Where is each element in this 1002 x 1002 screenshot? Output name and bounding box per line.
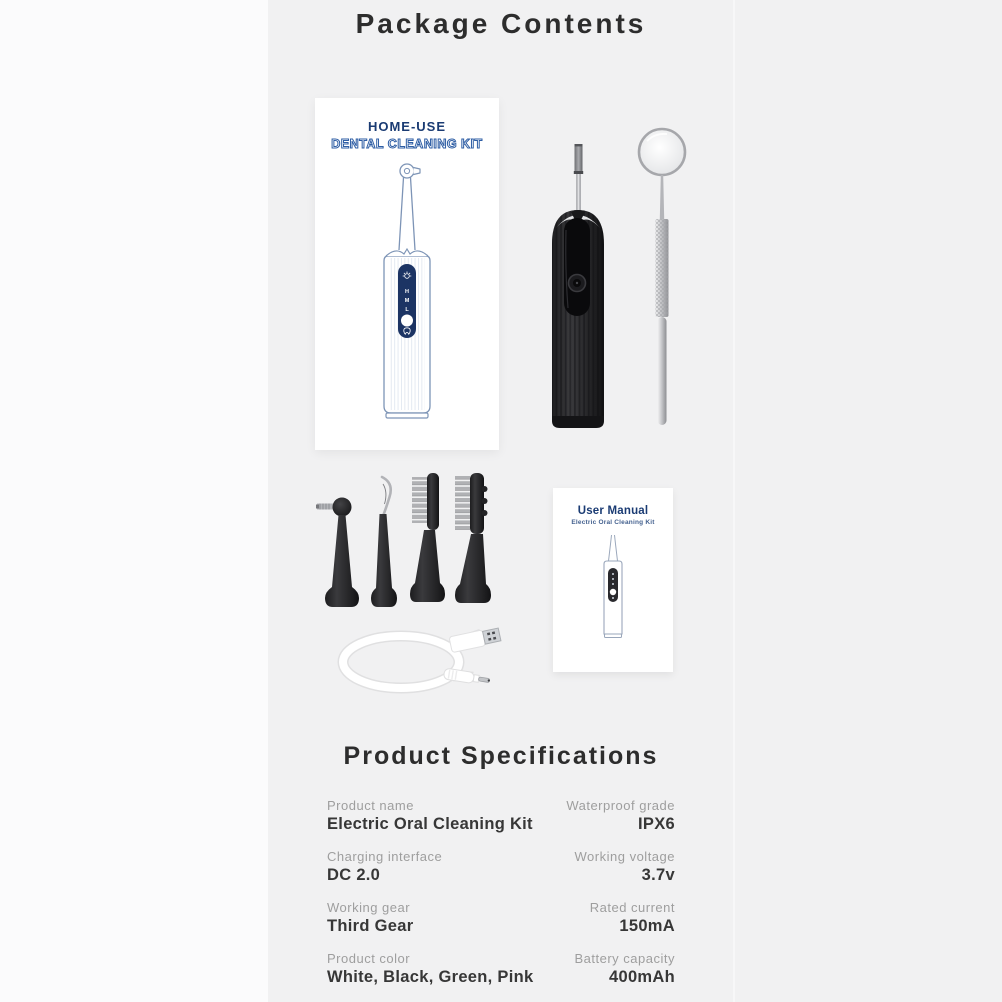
gear-letter-h: H <box>405 289 409 295</box>
spec-label: Rated current <box>589 900 675 915</box>
spec-value: 150mA <box>619 917 675 935</box>
manual-device-illustration-icon <box>596 534 630 646</box>
spec-value: DC 2.0 <box>327 866 381 884</box>
usb-charging-cable <box>333 616 505 694</box>
spec-label: Charging interface <box>327 849 443 864</box>
left-margin-strip <box>0 0 268 1002</box>
right-divider-line <box>733 0 735 1002</box>
page-title: Package Contents <box>355 8 647 39</box>
spec-label: Product color <box>327 951 411 966</box>
spec-value: 400mAh <box>609 968 675 986</box>
specs-row <box>327 951 675 989</box>
specs-row <box>327 849 675 887</box>
package-box <box>315 98 499 450</box>
spec-label: Waterproof grade <box>566 798 675 813</box>
spec-product-name <box>327 798 533 836</box>
spec-value: White, Black, Green, Pink <box>327 968 534 986</box>
spec-working-voltage <box>575 849 675 887</box>
head-toothbrush-2 <box>452 470 492 610</box>
spec-rated-current <box>590 900 675 938</box>
head-scaler-hook <box>366 474 402 612</box>
spec-waterproof-grade <box>566 798 675 836</box>
spec-charging-interface <box>327 849 442 887</box>
spec-label: Working voltage <box>574 849 675 864</box>
gear-letter-l: L <box>405 307 409 313</box>
gear-letter-m: M <box>404 298 410 304</box>
electric-scaler-black <box>551 120 607 434</box>
manual-title: User Manual <box>577 505 649 517</box>
box-device-illustration-icon <box>367 160 447 432</box>
spec-battery-capacity <box>575 951 676 989</box>
dc-plug-icon <box>443 668 490 686</box>
spec-value: Third Gear <box>327 917 414 935</box>
specs-title: Product Specifications <box>343 742 659 770</box>
box-brand-line1: HOME-USE <box>367 119 447 134</box>
specs-row <box>327 798 675 836</box>
spec-value: IPX6 <box>638 815 675 833</box>
spec-label: Product name <box>327 798 414 813</box>
head-angled-nozzle <box>316 494 362 612</box>
power-button-icon <box>401 315 413 327</box>
user-manual-card <box>553 488 673 672</box>
specs-row <box>327 900 675 938</box>
spec-value: Electric Oral Cleaning Kit <box>327 815 533 833</box>
box-brand-line2: DENTAL CLEANING KIT <box>331 137 483 151</box>
spec-label: Working gear <box>327 900 411 915</box>
spec-working-gear <box>327 900 413 938</box>
head-toothbrush-1 <box>407 470 445 610</box>
product-specs-section <box>327 798 675 1002</box>
dental-mirror <box>637 127 687 433</box>
spec-product-color <box>327 951 533 989</box>
spec-value: 3.7v <box>641 866 675 884</box>
manual-subtitle: Electric Oral Cleaning Kit <box>571 519 655 526</box>
spec-label: Battery capacity <box>574 951 675 966</box>
